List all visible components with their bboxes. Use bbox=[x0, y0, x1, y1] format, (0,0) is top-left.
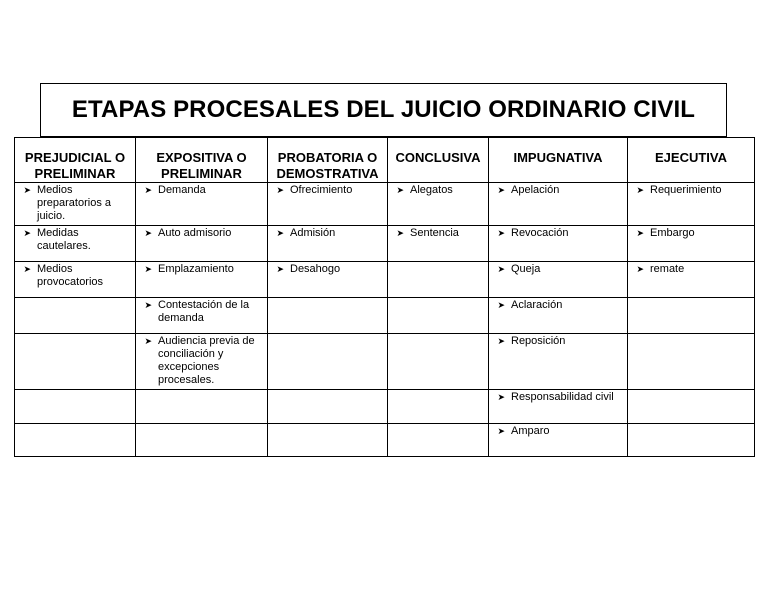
list-item bbox=[136, 262, 267, 278]
arrow-bullet-icon: ➤ bbox=[497, 336, 505, 346]
table-cell bbox=[15, 226, 136, 262]
arrow-bullet-icon: ➤ bbox=[497, 300, 505, 310]
arrow-bullet-icon: ➤ bbox=[396, 185, 404, 195]
table-row bbox=[15, 226, 755, 262]
item-text: Requerimiento bbox=[650, 184, 722, 196]
stages-table bbox=[14, 137, 755, 457]
arrow-bullet-icon: ➤ bbox=[497, 392, 505, 402]
table-cell bbox=[136, 226, 268, 262]
table-cell bbox=[268, 183, 388, 226]
list-item bbox=[268, 262, 387, 278]
table-cell bbox=[388, 298, 489, 334]
arrow-bullet-icon: ➤ bbox=[636, 185, 644, 195]
list-item bbox=[15, 226, 135, 255]
list-item bbox=[136, 334, 267, 389]
list-item bbox=[489, 226, 627, 242]
table-cell bbox=[136, 334, 268, 390]
list-item bbox=[136, 298, 267, 327]
table-cell bbox=[628, 424, 755, 457]
table-cell bbox=[489, 262, 628, 298]
table-cell bbox=[489, 226, 628, 262]
header-row bbox=[15, 138, 755, 183]
table-cell bbox=[489, 334, 628, 390]
column-header: IMPUGNATIVA bbox=[489, 138, 628, 183]
arrow-bullet-icon: ➤ bbox=[396, 228, 404, 238]
arrow-bullet-icon: ➤ bbox=[497, 426, 505, 436]
list-item bbox=[628, 226, 754, 242]
item-text: Medios preparatorios a juicio. bbox=[37, 184, 111, 222]
item-text: Alegatos bbox=[410, 184, 453, 196]
table-cell bbox=[388, 262, 489, 298]
list-item bbox=[268, 226, 387, 242]
item-text: Amparo bbox=[511, 425, 550, 437]
page-title: ETAPAS PROCESALES DEL JUICIO ORDINARIO CIVIL bbox=[71, 96, 696, 123]
item-text: Emplazamiento bbox=[158, 263, 234, 275]
list-item bbox=[268, 183, 387, 199]
list-item bbox=[388, 183, 488, 199]
item-text: Reposición bbox=[511, 335, 566, 347]
table-cell bbox=[388, 390, 489, 424]
arrow-bullet-icon: ➤ bbox=[497, 185, 505, 195]
arrow-bullet-icon: ➤ bbox=[144, 264, 152, 274]
table-cell bbox=[388, 424, 489, 457]
table-cell bbox=[15, 262, 136, 298]
item-text: Audiencia previa de conciliación y excepciones procesales. bbox=[158, 335, 255, 386]
arrow-bullet-icon: ➤ bbox=[23, 264, 31, 274]
item-text: Revocación bbox=[511, 227, 569, 239]
item-text: Embargo bbox=[650, 227, 695, 239]
table-row bbox=[15, 334, 755, 390]
list-item bbox=[628, 183, 754, 199]
item-text: Queja bbox=[511, 263, 541, 275]
item-text: Contestación de la demanda bbox=[158, 299, 250, 324]
arrow-bullet-icon: ➤ bbox=[144, 185, 152, 195]
table-cell bbox=[15, 298, 136, 334]
table-cell bbox=[268, 262, 388, 298]
table-cell bbox=[489, 183, 628, 226]
column-header: CONCLUSIVA bbox=[388, 138, 489, 183]
table-row bbox=[15, 390, 755, 424]
arrow-bullet-icon: ➤ bbox=[23, 228, 31, 238]
column-header: EXPOSITIVA O PRELIMINAR bbox=[136, 138, 268, 183]
column-header: PREJUDICIAL O PRELIMINAR bbox=[15, 138, 136, 183]
list-item bbox=[15, 183, 135, 225]
arrow-bullet-icon: ➤ bbox=[276, 228, 284, 238]
table-cell bbox=[489, 424, 628, 457]
arrow-bullet-icon: ➤ bbox=[144, 300, 152, 310]
table-cell bbox=[268, 334, 388, 390]
item-text: Demanda bbox=[158, 184, 206, 196]
item-text: Apelación bbox=[511, 184, 560, 196]
arrow-bullet-icon: ➤ bbox=[23, 185, 31, 195]
table-cell bbox=[628, 390, 755, 424]
item-text: Medidas cautelares. bbox=[37, 227, 91, 252]
column-header: EJECUTIVA bbox=[628, 138, 755, 183]
list-item bbox=[489, 334, 627, 350]
item-text: remate bbox=[650, 263, 685, 275]
arrow-bullet-icon: ➤ bbox=[276, 185, 284, 195]
column-header: PROBATORIA O DEMOSTRATIVA bbox=[268, 138, 388, 183]
table-row bbox=[15, 424, 755, 457]
arrow-bullet-icon: ➤ bbox=[276, 264, 284, 274]
item-text: Admisión bbox=[290, 227, 336, 239]
table-cell bbox=[268, 390, 388, 424]
item-text: Auto admisorio bbox=[158, 227, 232, 239]
table-cell bbox=[15, 334, 136, 390]
table-cell bbox=[15, 183, 136, 226]
item-text: Ofrecimiento bbox=[290, 184, 353, 196]
table-cell bbox=[268, 226, 388, 262]
table-cell bbox=[268, 424, 388, 457]
list-item bbox=[489, 424, 627, 440]
arrow-bullet-icon: ➤ bbox=[144, 336, 152, 346]
item-text: Desahogo bbox=[290, 263, 341, 275]
list-item bbox=[489, 262, 627, 278]
table-cell bbox=[628, 226, 755, 262]
list-item bbox=[136, 183, 267, 199]
table-cell bbox=[268, 298, 388, 334]
table-cell bbox=[489, 390, 628, 424]
list-item bbox=[489, 298, 627, 314]
table-cell bbox=[628, 183, 755, 226]
table-row bbox=[15, 262, 755, 298]
table-cell bbox=[136, 390, 268, 424]
table-cell bbox=[15, 390, 136, 424]
table-cell bbox=[489, 298, 628, 334]
table-cell bbox=[628, 334, 755, 390]
table-cell bbox=[388, 183, 489, 226]
table-cell bbox=[136, 262, 268, 298]
table-row bbox=[15, 298, 755, 334]
list-item bbox=[489, 390, 627, 406]
arrow-bullet-icon: ➤ bbox=[144, 228, 152, 238]
list-item bbox=[388, 226, 488, 242]
arrow-bullet-icon: ➤ bbox=[497, 264, 505, 274]
table-cell bbox=[388, 334, 489, 390]
arrow-bullet-icon: ➤ bbox=[636, 264, 644, 274]
item-text: Aclaración bbox=[511, 299, 563, 311]
arrow-bullet-icon: ➤ bbox=[636, 228, 644, 238]
table-cell bbox=[628, 262, 755, 298]
list-item bbox=[15, 262, 135, 291]
list-item bbox=[136, 226, 267, 242]
item-text: Responsabilidad civil bbox=[511, 391, 614, 403]
item-text: Sentencia bbox=[410, 227, 459, 239]
list-item bbox=[628, 262, 754, 278]
list-item bbox=[489, 183, 627, 199]
table-cell bbox=[15, 424, 136, 457]
title-box bbox=[40, 83, 727, 137]
table-cell bbox=[388, 226, 489, 262]
table-cell bbox=[136, 298, 268, 334]
item-text: Medios provocatorios bbox=[37, 263, 104, 288]
table-cell bbox=[628, 298, 755, 334]
table-cell bbox=[136, 183, 268, 226]
table-cell bbox=[136, 424, 268, 457]
table-row bbox=[15, 183, 755, 226]
arrow-bullet-icon: ➤ bbox=[497, 228, 505, 238]
